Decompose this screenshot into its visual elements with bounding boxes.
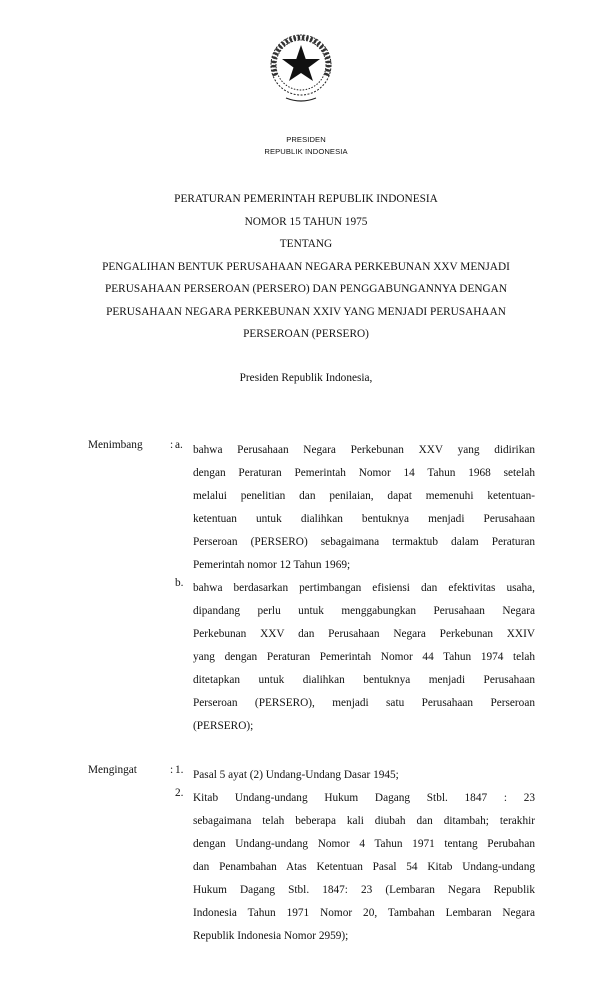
title-line: TENTANG <box>279 238 333 250</box>
section-colon: : <box>170 764 174 776</box>
section-menimbang <box>88 439 558 738</box>
section-label: Menimbang <box>88 439 143 451</box>
list-marker: 2. <box>175 787 184 799</box>
text-line: ketentuan untuk dialihkan bentuknya menjadi Perusahaan <box>193 513 535 525</box>
section-label: Mengingat <box>88 764 137 776</box>
text-line: Perseroan (PERSERO), menjadi satu Perusahaan Perseroan <box>193 697 535 709</box>
text-line: Pasal 5 ayat (2) Undang-Undang Dasar 1945; <box>193 769 399 781</box>
letterhead-presiden: PRESIDEN <box>286 135 326 144</box>
text-line: yang dengan Peraturan Pemerintah Nomor 44 Tahun 1974 telah <box>193 651 535 663</box>
wreath-leaf <box>284 38 289 44</box>
title-line: PERUSAHAAN PERSEROAN (PERSERO) DAN PENGGABUNGANNYA DENGAN <box>104 283 507 295</box>
letterhead-republik-indonesia: REPUBLIK INDONESIA <box>264 147 348 156</box>
text-line: Perkebunan XXV dan Perusahaan Negara Perkebunan XXIV <box>193 628 535 640</box>
opening-line: Presiden Republik Indonesia, <box>239 372 373 384</box>
text-line: ditetapkan untuk dialihkan bentuknya menjadi Perusahaan <box>193 674 535 686</box>
wreath-leaf <box>309 36 314 43</box>
list-item <box>175 764 558 787</box>
list-marker: a. <box>175 439 183 451</box>
text-line: Indonesia Tahun 1971 Nomor 20, Tambahan Lembaran Negara <box>193 907 535 919</box>
title-line: PENGALIHAN BENTUK PERUSAHAAN NEGARA PERKEBUNAN XXV MENJADI <box>102 260 510 273</box>
list-marker: 1. <box>175 764 184 776</box>
section-colon: : <box>170 439 174 451</box>
title-line: PERSEROAN (PERSERO) <box>243 328 369 340</box>
text-line: (PERSERO); <box>193 720 254 732</box>
document-title <box>0 188 612 346</box>
wreath-leaf <box>271 68 277 72</box>
text-line: dengan Undang-undang Nomor 4 Tahun 1971 tentang Perubahan <box>193 838 535 850</box>
wreath-leaf <box>275 47 281 52</box>
text-line: Pemerintah nomor 12 Tahun 1969; <box>193 559 351 571</box>
title-line: NOMOR 15 TAHUN 1975 <box>244 215 368 228</box>
text-line: dan Penambahan Atas Ketentuan Pasal 54 Kitab Undang-undang <box>193 861 535 873</box>
text-line: bahwa berdasarkan pertimbangan efisiensi dan efektivitas usaha, <box>193 582 535 594</box>
list-item <box>175 577 558 738</box>
text-line: Republik Indonesia Nomor 2959); <box>193 930 349 942</box>
text-line: dipandang perlu untuk menggabungkan Perusahaan Negara <box>193 605 535 617</box>
text-line: dengan Peraturan Pemerintah Nomor 14 Tahun 1968 setelah <box>193 467 535 479</box>
garuda-star-emblem <box>266 28 336 108</box>
text-line: Perseroan (PERSERO) sebagaimana termaktub dalam Peraturan <box>193 536 535 548</box>
text-line: Kitab Undang-undang Hukum Dagang Stbl. 1847 : 23 <box>193 792 535 804</box>
list-item <box>175 787 558 948</box>
list-marker: b. <box>175 577 184 589</box>
list-item <box>175 439 558 577</box>
text-line: melalui penelitian dan penilaian, dapat memenuhi ketentuan- <box>193 490 535 502</box>
section-mengingat <box>88 764 558 948</box>
text-line: Hukum Dagang Stbl. 1847: 23 (Lembaran Negara Republik <box>193 884 535 896</box>
text-line: bahwa Perusahaan Negara Perkebunan XXV yang didirikan <box>193 444 535 456</box>
title-line: PERATURAN PEMERINTAH REPUBLIK INDONESIA <box>174 193 438 205</box>
title-line: PERUSAHAAN NEGARA PERKEBUNAN XXIV YANG MENJADI PERUSAHAAN <box>106 305 506 318</box>
text-line: sebagaimana telah beberapa kali diubah dan ditambah; terakhir <box>193 815 535 827</box>
